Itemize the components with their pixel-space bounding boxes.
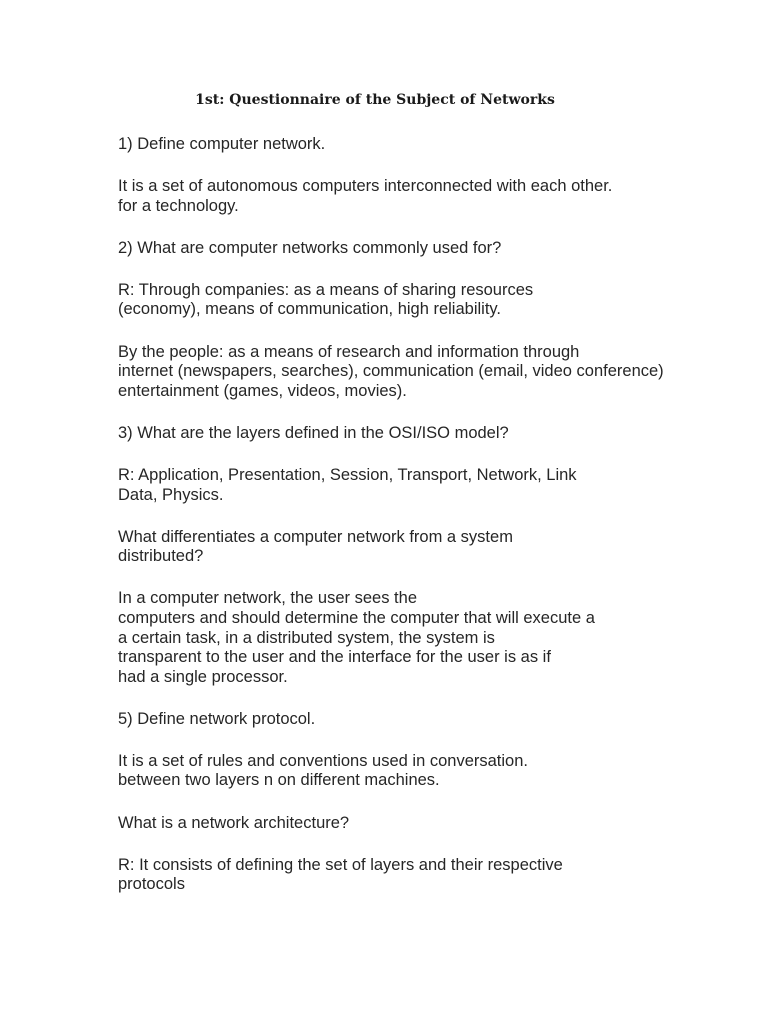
text-line: distributed? (118, 547, 204, 566)
text-line: 2) What are computer networks commonly used for? (118, 238, 502, 257)
answer-2a (118, 281, 758, 320)
text-line: for a technology. (118, 196, 239, 215)
question-1 (118, 135, 758, 155)
text-line: It is a set of rules and conventions used in conversation. (118, 751, 528, 770)
text-line: entertainment (games, videos, movies). (118, 381, 407, 400)
answer-3 (118, 466, 758, 505)
text-line: computers and should determine the computer that will execute a (118, 608, 595, 627)
text-line: R: Through companies: as a means of sharing resources (118, 280, 534, 299)
answer-2b (118, 343, 758, 402)
text-line: 5) Define network protocol. (118, 709, 316, 728)
answer-6 (118, 856, 758, 895)
text-line: In a computer network, the user sees the (118, 589, 417, 608)
text-line: had a single processor. (118, 667, 288, 686)
text-line: between two layers n on different machines. (118, 771, 440, 790)
text-line: internet (newspapers, searches), communication (email, video conference) (118, 362, 664, 381)
text-line: Data, Physics. (118, 485, 224, 504)
text-line: protocols (118, 875, 185, 894)
text-line: R: Application, Presentation, Session, Transport, Network, Link (118, 465, 577, 484)
question-4 (118, 528, 758, 567)
answer-4 (118, 589, 758, 687)
text-line: What differentiates a computer network from a system (118, 527, 513, 546)
text-line: R: It consists of defining the set of layers and their respective (118, 855, 563, 874)
text-line: 3) What are the layers defined in the OSI/ISO model? (118, 423, 509, 442)
text-line: What is a network architecture? (118, 813, 350, 832)
text-line: By the people: as a means of research and information through (118, 342, 580, 361)
answer-1 (118, 177, 758, 216)
page-title: 1st: Questionnaire of the Subject of Networks (195, 92, 555, 108)
document-body (118, 135, 758, 917)
text-line: transparent to the user and the interface for the user is as if (118, 648, 551, 667)
text-line: It is a set of autonomous computers interconnected with each other. (118, 177, 613, 196)
answer-5 (118, 752, 758, 791)
text-line: a certain task, in a distributed system, the system is (118, 628, 495, 647)
question-5 (118, 710, 758, 730)
question-2 (118, 239, 758, 259)
question-3 (118, 424, 758, 444)
text-line: 1) Define computer network. (118, 135, 326, 153)
text-line: (economy), means of communication, high reliability. (118, 300, 502, 319)
question-6 (118, 814, 758, 834)
